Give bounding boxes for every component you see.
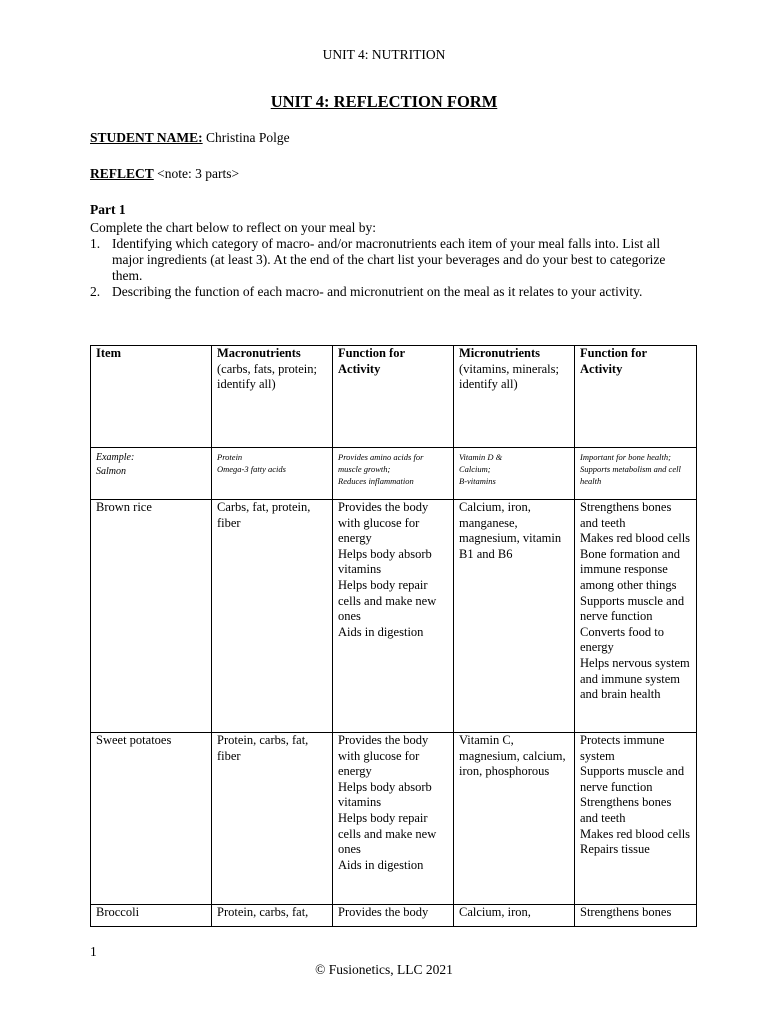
footer-copyright: © Fusionetics, LLC 2021 bbox=[315, 962, 453, 977]
reflect-note: <note: 3 parts> bbox=[157, 166, 240, 181]
instruction-text: Describing the function of each macro- and micronutrient on the meal as it relates to your activity. bbox=[112, 284, 643, 299]
header-function-2: Function for Activity bbox=[575, 346, 697, 448]
part-1-heading: Part 1 bbox=[90, 202, 126, 217]
nutrient-chart bbox=[90, 345, 697, 927]
table-row bbox=[91, 733, 697, 905]
cell-micro: Vitamin C, magnesium, calcium, iron, phosphorous bbox=[454, 733, 575, 905]
example-macro: Protein Omega-3 fatty acids bbox=[212, 448, 333, 500]
cell-function-2: Strengthens bones bbox=[575, 905, 697, 927]
instruction-number: 1. bbox=[90, 236, 101, 251]
table-row bbox=[91, 500, 697, 733]
cell-micro: Calcium, iron, bbox=[454, 905, 575, 927]
instruction-list bbox=[90, 236, 690, 300]
running-header: UNIT 4: NUTRITION bbox=[322, 47, 446, 62]
cell-function-1: Provides the body with glucose for energy Helps body absorb vitamins Helps body repair cells and make new ones Aids in digestion bbox=[333, 733, 454, 905]
instruction-number: 2. bbox=[90, 284, 101, 299]
header-macronutrients: Macronutrients (carbs, fats, protein; identify all) bbox=[212, 346, 333, 448]
cell-function-2: Strengthens bones and teeth Makes red blood cells Bone formation and immune response among other things Supports muscle and nerve function Converts food to energy Helps nervous system and immune system and brain health bbox=[575, 500, 697, 733]
cell-function-1: Provides the body bbox=[333, 905, 454, 927]
page-title: UNIT 4: REFLECTION FORM bbox=[270, 92, 498, 111]
cell-macro: Protein, carbs, fat, bbox=[212, 905, 333, 927]
reflect-line bbox=[90, 166, 239, 182]
table-row bbox=[91, 905, 697, 927]
instruction-text: Identifying which category of macro- and/or macronutrients each item of your meal falls into. List all major ingredients (at least 3). At the end of the chart list your beverages and do your best to categorize them. bbox=[112, 236, 666, 283]
example-function-1: Provides amino acids for muscle growth; Reduces inflammation bbox=[333, 448, 454, 500]
cell-item: Sweet potatoes bbox=[91, 733, 212, 905]
cell-item: Brown rice bbox=[91, 500, 212, 733]
cell-function-1: Provides the body with glucose for energy Helps body absorb vitamins Helps body repair cells and make new ones Aids in digestion bbox=[333, 500, 454, 733]
student-name-line bbox=[90, 130, 290, 146]
example-function-2: Important for bone health; Supports metabolism and cell health bbox=[575, 448, 697, 500]
cell-micro: Calcium, iron, manganese, magnesium, vitamin B1 and B6 bbox=[454, 500, 575, 733]
example-micro: Vitamin D & Calcium; B-vitamins bbox=[454, 448, 575, 500]
student-name-value: Christina Polge bbox=[206, 130, 290, 145]
part-1-intro: Complete the chart below to reflect on your meal by: bbox=[90, 220, 377, 235]
cell-macro: Carbs, fat, protein, fiber bbox=[212, 500, 333, 733]
table-header-row bbox=[91, 346, 697, 448]
reflect-label: REFLECT bbox=[90, 166, 154, 181]
example-row bbox=[91, 448, 697, 500]
instruction-item-1 bbox=[90, 236, 690, 284]
page-number: 1 bbox=[90, 944, 97, 959]
header-function-1: Function for Activity bbox=[333, 346, 454, 448]
part-1-instructions bbox=[90, 220, 690, 300]
header-item: Item bbox=[91, 346, 212, 448]
header-micronutrients: Micronutrients (vitamins, minerals; identify all) bbox=[454, 346, 575, 448]
example-item: Example: Salmon bbox=[91, 448, 212, 500]
instruction-item-2 bbox=[90, 284, 690, 300]
cell-macro: Protein, carbs, fat, fiber bbox=[212, 733, 333, 905]
cell-item: Broccoli bbox=[91, 905, 212, 927]
student-name-label: STUDENT NAME: bbox=[90, 130, 203, 145]
cell-function-2: Protects immune system Supports muscle and nerve function Strengthens bones and teeth Makes red blood cells Repairs tissue bbox=[575, 733, 697, 905]
